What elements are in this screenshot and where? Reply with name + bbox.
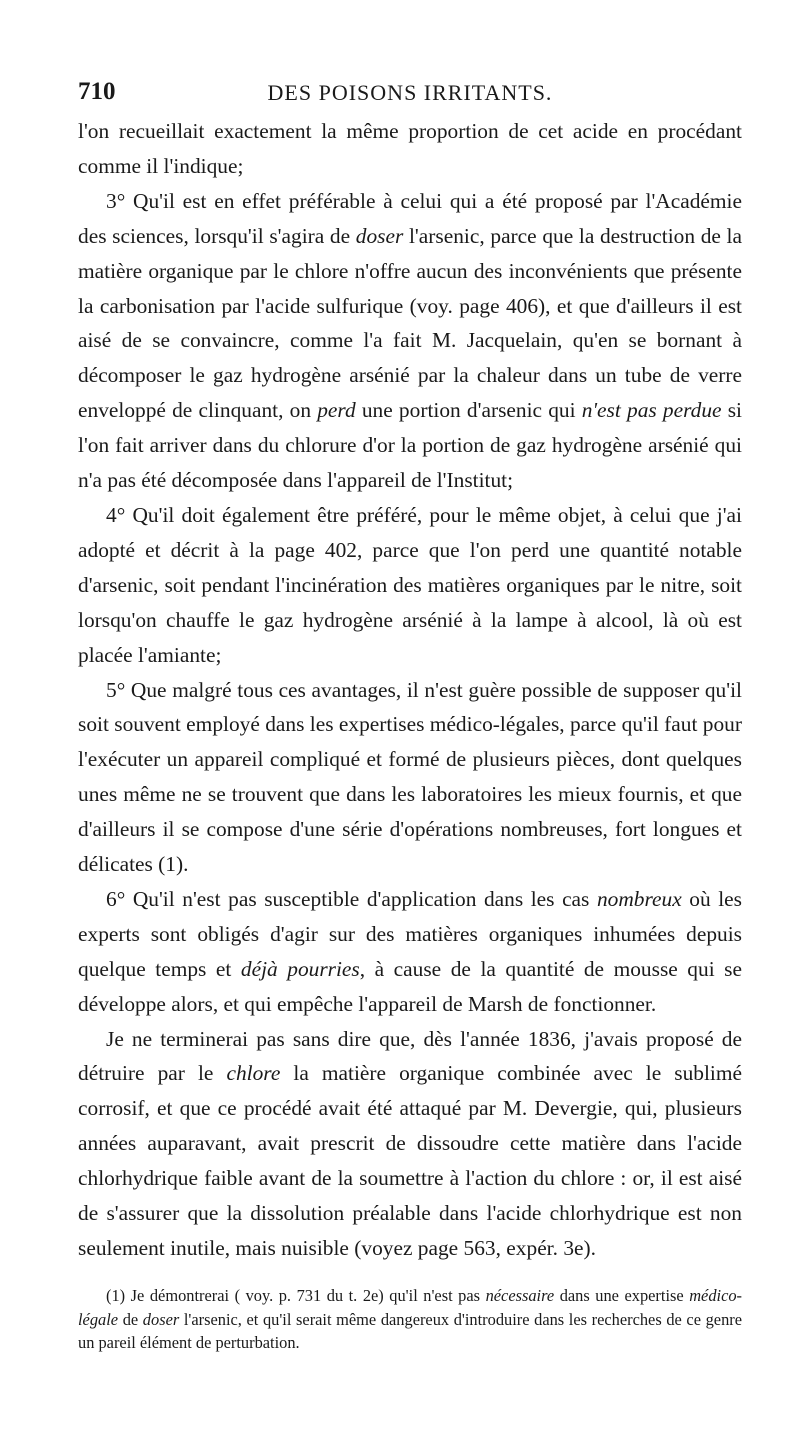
emphasis-chlore: chlore [226, 1061, 281, 1086]
running-title: DES POISONS IRRITANTS. [267, 80, 553, 105]
emphasis-doser: doser [355, 223, 404, 248]
paragraph-point-4: 4° Qu'il doit également être préféré, pour le même objet, à celui que j'ai adopté et décrit à la page 402, parce que l'on perd une quantité notable d'arsenic, soit pendant l'incinération des matières organiques par le nitre, soit lorsqu'on chauffe le gaz hydrogène arsénié à la lampe à alcool, là où est placée l'amiante; [78, 502, 742, 667]
paragraph-continuation: l'on recueillait exactement la même proportion de cet acide en procédant comme il l'indique; [78, 119, 742, 178]
paragraph-point-3: 3° Qu'il est en effet préférable à celui qui a été proposé par l'Académie des sciences, lorsqu'il s'agira de doser l'arsenic, parce que la destruction de la matière organique par le chlore n'offre aucun des inconvénients que présente la carbonisation par l'acide sulfurique (voy. page 406), et que d'ailleurs il est aisé de se convaincre, comme l'a fait M. Jacquelain, qu'en se bornant à décomposer le gaz hydrogène arsénié par la chaleur dans un tube de verre enveloppé de clinquant, on perd une portion d'arsenic qui n'est pas perdue si l'on fait arriver dans du chlorure d'or la portion de gaz hydrogène arsénié qui n'a pas été décomposée dans l'appareil de l'Institut; [78, 188, 742, 493]
body-text [78, 114, 742, 1266]
emphasis-deja-pourries: déjà pourries [240, 956, 360, 981]
footnote-emphasis-medico-legale: médico-légale [78, 1285, 742, 1329]
footnote: (1) Je démontrerai ( voy. p. 731 du t. 2e) qu'il n'est pas nécessaire dans une expertise médico-légale de doser l'arsenic, et qu'il serait même dangereux d'introduire dans les recherches de ce genre un pareil élément de perturbation. [78, 1285, 742, 1353]
footnote-emphasis-necessaire: nécessaire [485, 1285, 555, 1305]
page-header [78, 78, 742, 112]
emphasis-nest-pas-perdue: n'est pas perdue [581, 398, 722, 423]
paragraph-point-6: 6° Qu'il n'est pas susceptible d'application dans les cas nombreux où les experts sont obligés d'agir sur des matières organiques inhumées depuis quelque temps et déjà pourries, à cause de la quantité de mousse qui se développe alors, et qui empêche l'appareil de Marsh de fonctionner. [78, 886, 742, 1016]
emphasis-nombreux: nombreux [596, 886, 682, 911]
paragraph-point-5: 5° Que malgré tous ces avantages, il n'est guère possible de supposer qu'il soit souvent employé dans les expertises médico-légales, parce qu'il faut pour l'exécuter un appareil compliqué et formé de plusieurs pièces, dont quelques unes même ne se trouvent que dans les laboratoires les mieux fournis, et que d'ailleurs il se compose d'une série d'opérations nombreuses, fort longues et délicates (1). [78, 677, 742, 877]
book-page [78, 78, 742, 1371]
footnote-emphasis-doser: doser [142, 1309, 180, 1329]
emphasis-perd: perd [317, 398, 356, 423]
paragraph-conclusion: Je ne terminerai pas sans dire que, dès l'année 1836, j'avais proposé de détruire par le chlore la matière organique combinée avec le sublimé corrosif, et que ce procédé avait été attaqué par M. Devergie, qui, plusieurs années auparavant, avait prescrit de dissoudre cette matière dans l'acide chlorhydrique faible avant de la soumettre à l'action du chlore : or, il est aisé de s'assurer que la dissolution préalable dans l'acide chlorhydrique est non seulement inutile, mais nuisible (voyez page 563, expér. 3e). [78, 1026, 742, 1260]
page-number: 710 [78, 78, 116, 105]
